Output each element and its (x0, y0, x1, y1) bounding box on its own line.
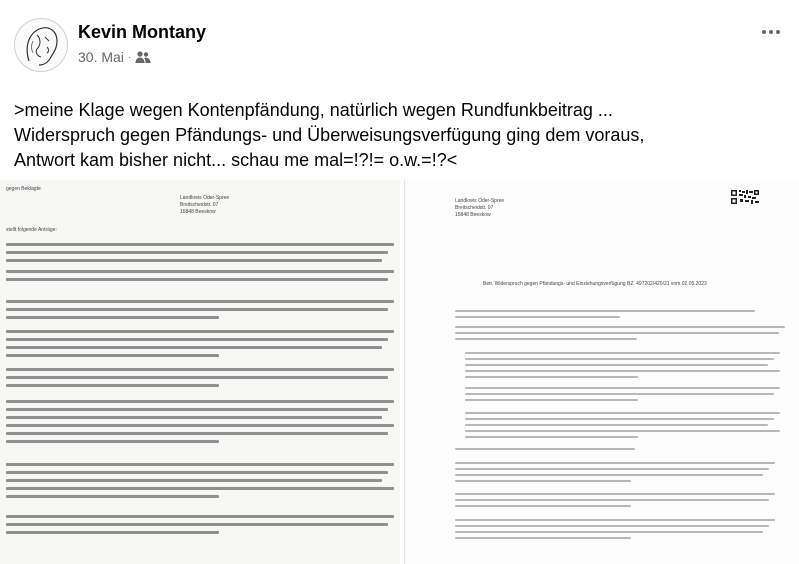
doc-text-line (455, 316, 620, 318)
doc-text-line (455, 332, 779, 334)
doc-text-line (6, 278, 388, 281)
avatar[interactable] (14, 18, 68, 72)
post-header (14, 18, 785, 74)
author-name[interactable]: Kevin Montany (78, 22, 207, 42)
doc-text-line (465, 399, 638, 401)
doc-text-line (6, 316, 219, 319)
doc-text-line (455, 493, 775, 495)
doc-text-line (455, 499, 769, 501)
doc-text-line (465, 412, 780, 414)
doc-text-line (6, 424, 394, 427)
post-text (14, 98, 784, 173)
more-horizontal-icon[interactable] (757, 22, 785, 42)
doc-right-address-1: Landkreis Oder-Spree (455, 198, 505, 204)
doc-text-line (455, 326, 785, 328)
doc-text-line (465, 358, 774, 360)
doc-text-line (6, 338, 388, 341)
post-meta (78, 49, 151, 65)
doc-text-line (465, 352, 780, 354)
doc-text-line (6, 471, 388, 474)
doc-text-line (465, 430, 780, 432)
doc-text-line (6, 531, 219, 534)
post-date[interactable]: 30. Mai (78, 49, 124, 65)
meta-separator: · (127, 51, 132, 63)
doc-text-line (6, 408, 388, 411)
doc-left-heading: gegen Beklagte (6, 186, 41, 192)
doc-right-subject: Betr. Widerspruch gegen Pfändungs- und Einziehungsverfügung BZ. 497202/420/21 vom 02.05.2023 (483, 281, 707, 287)
doc-text-line (6, 432, 388, 435)
doc-text-line (465, 424, 768, 426)
post-line-1: >meine Klage wegen Kontenpfändung, natürlich wegen Rundfunkbeitrag ... (14, 100, 613, 120)
post-line-3: Antwort kam bisher nicht... schau me mal=!?!= o.w.=!?< (14, 150, 458, 170)
doc-text-line (455, 474, 763, 476)
doc-text-line (6, 515, 394, 518)
doc-text-line (6, 346, 382, 349)
doc-text-line (465, 418, 774, 420)
doc-text-line (6, 251, 388, 254)
doc-text-line (6, 495, 219, 498)
doc-text-line (455, 448, 635, 450)
doc-left-address-2: Breitscheidstr. 07 (180, 202, 219, 208)
doc-text-line (455, 338, 637, 340)
doc-text-line (6, 523, 388, 526)
doc-text-line (455, 462, 775, 464)
doc-text-line (6, 463, 394, 466)
doc-text-line (465, 387, 780, 389)
doc-text-line (465, 376, 638, 378)
doc-text-line (455, 519, 775, 521)
photo-grid (0, 180, 799, 564)
doc-text-line (6, 243, 394, 246)
doc-text-line (6, 270, 394, 273)
doc-right-address-2: Breitscheidstr. 07 (455, 205, 494, 211)
doc-text-line (455, 480, 631, 482)
doc-text-line (455, 531, 763, 533)
doc-text-line (455, 505, 631, 507)
doc-text-line (6, 259, 382, 262)
doc-text-line (465, 370, 780, 372)
doc-text-line (6, 308, 388, 311)
doc-text-line (465, 393, 774, 395)
doc-right-address-3: 15848 Beeskow (455, 212, 491, 218)
doc-text-line (465, 364, 768, 366)
friends-icon[interactable] (135, 50, 151, 64)
post-line-2: Widerspruch gegen Pfändungs- und Überweisungsverfügung ging dem voraus, (14, 125, 645, 145)
doc-text-line (455, 310, 755, 312)
doc-text-line (6, 487, 394, 490)
doc-text-line (6, 440, 219, 443)
doc-text-line (455, 525, 769, 527)
doc-text-line (6, 376, 388, 379)
doc-text-line (6, 368, 394, 371)
qr-code-icon (731, 190, 759, 204)
doc-text-line (6, 479, 382, 482)
doc-text-line (6, 384, 219, 387)
doc-left-address-3: 15848 Beeskow (180, 209, 216, 215)
doc-left-intro: stellt folgende Anträge: (6, 227, 57, 233)
doc-text-line (6, 300, 394, 303)
doc-text-line (6, 416, 382, 419)
doc-text-line (465, 436, 638, 438)
doc-text-line (455, 468, 769, 470)
doc-text-line (455, 537, 631, 539)
doc-left-address-1: Landkreis Oder-Spree (180, 195, 230, 201)
photo-objection-letter[interactable] (404, 180, 799, 564)
doc-text-line (6, 400, 394, 403)
doc-text-line (6, 330, 394, 333)
doc-text-line (6, 354, 219, 357)
profile-sketch-icon (15, 19, 68, 72)
photo-court-letter[interactable] (0, 180, 400, 564)
